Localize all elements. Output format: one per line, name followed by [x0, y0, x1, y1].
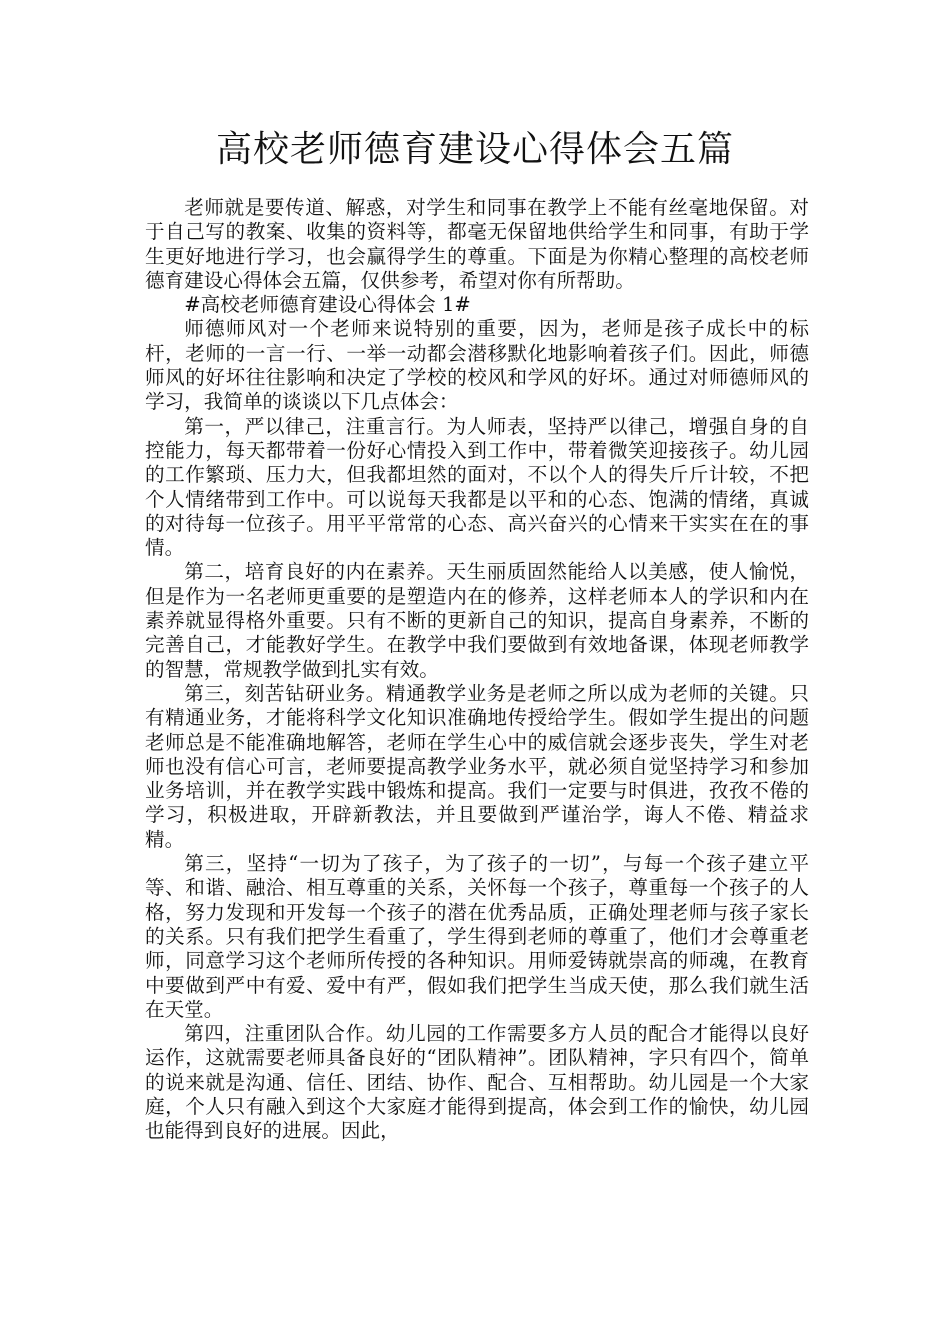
- body-paragraph: 第三，刻苦钻研业务。精通教学业务是老师之所以成为老师的关键。只有精通业务，才能将科学文化知识准确地传授给学生。假如学生提出的问题老师总是不能准确地解答，老师在学生心中的威信就会逐步丧失，学生对老师也没有信心可言，老师要提高教学业务水平，就必须自觉坚持学习和参加业务培训，并在教学实践中锻炼和提高。我们一定要与时俱进，孜孜不倦的学习，积极进取，开辟新教法，并且要做到严谨治学，诲人不倦、精益求精。: [145, 681, 809, 851]
- intro-paragraph: 老师就是要传道、解惑，对学生和同事在教学上不能有丝毫地保留。对于自己写的教案、收集的资料等，都毫无保留地供给学生和同事，有助于学生更好地进行学习，也会赢得学生的尊重。下面是为你精心整理的高校老师德育建设心得体会五篇，仅供参考，希望对你有所帮助。: [145, 196, 809, 292]
- body-paragraph: 第二，培育良好的内在素养。天生丽质固然能给人以美感，使人愉悦，但是作为一名老师更重要的是塑造内在的修养，这样老师本人的学识和内在素养就显得格外重要。只有不断的更新自己的知识，提高自身素养，不断的完善自己，才能教好学生。在教学中我们要做到有效地备课，体现老师教学的智慧，常规教学做到扎实有效。: [145, 560, 809, 681]
- document-body: [145, 196, 809, 1144]
- body-paragraph: 第三，坚持“一切为了孩子，为了孩子的一切”，与每一个孩子建立平等、和谐、融洽、相互尊重的关系，关怀每一个孩子，尊重每一个孩子的人格，努力发现和开发每一个孩子的潜在优秀品质，正确处理老师与孩子家长的关系。只有我们把学生看重了，学生得到老师的尊重了，他们才会尊重老师，同意学习这个老师所传授的各种知识。用师爱铸就崇高的师魂，在教育中要做到严中有爱、爱中有严，假如我们把学生当成天使，那么我们就生活在天堂。: [145, 852, 809, 1021]
- document-title: 高校老师德育建设心得体会五篇: [215, 129, 734, 170]
- body-paragraph: 第四，注重团队合作。幼儿园的工作需要多方人员的配合才能得以良好运作，这就需要老师具备良好的“团队精神”。团队精神，字只有四个，简单的说来就是沟通、信任、团结、协作、配合、互相帮助。幼儿园是一个大家庭，个人只有融入到这个大家庭才能得到提高，体会到工作的愉快，幼儿园也能得到良好的进展。因此，: [145, 1022, 809, 1143]
- body-paragraph: 师德师风对一个老师来说特别的重要，因为，老师是孩子成长中的标杆，老师的一言一行、一举一动都会潜移默化地影响着孩子们。因此，师德师风的好坏往往影响和决定了学校的校风和学风的好坏。通过对师德师风的学习，我简单的谈谈以下几点体会：: [145, 317, 809, 414]
- body-paragraph: 第一，严以律己，注重言行。为人师表，坚持严以律己，增强自身的自控能力，每天都带着一份好心情投入到工作中，带着微笑迎接孩子。幼儿园的工作繁琐、压力大，但我都坦然的面对，不以个人的得失斤斤计较，不把个人情绪带到工作中。可以说每天我都是以平和的心态、饱满的情绪，真诚的对待每一位孩子。用平平常常的心态、高兴奋兴的心情来干实实在在的事情。: [145, 414, 809, 560]
- section-heading: #高校老师德育建设心得体会 1#: [184, 293, 471, 317]
